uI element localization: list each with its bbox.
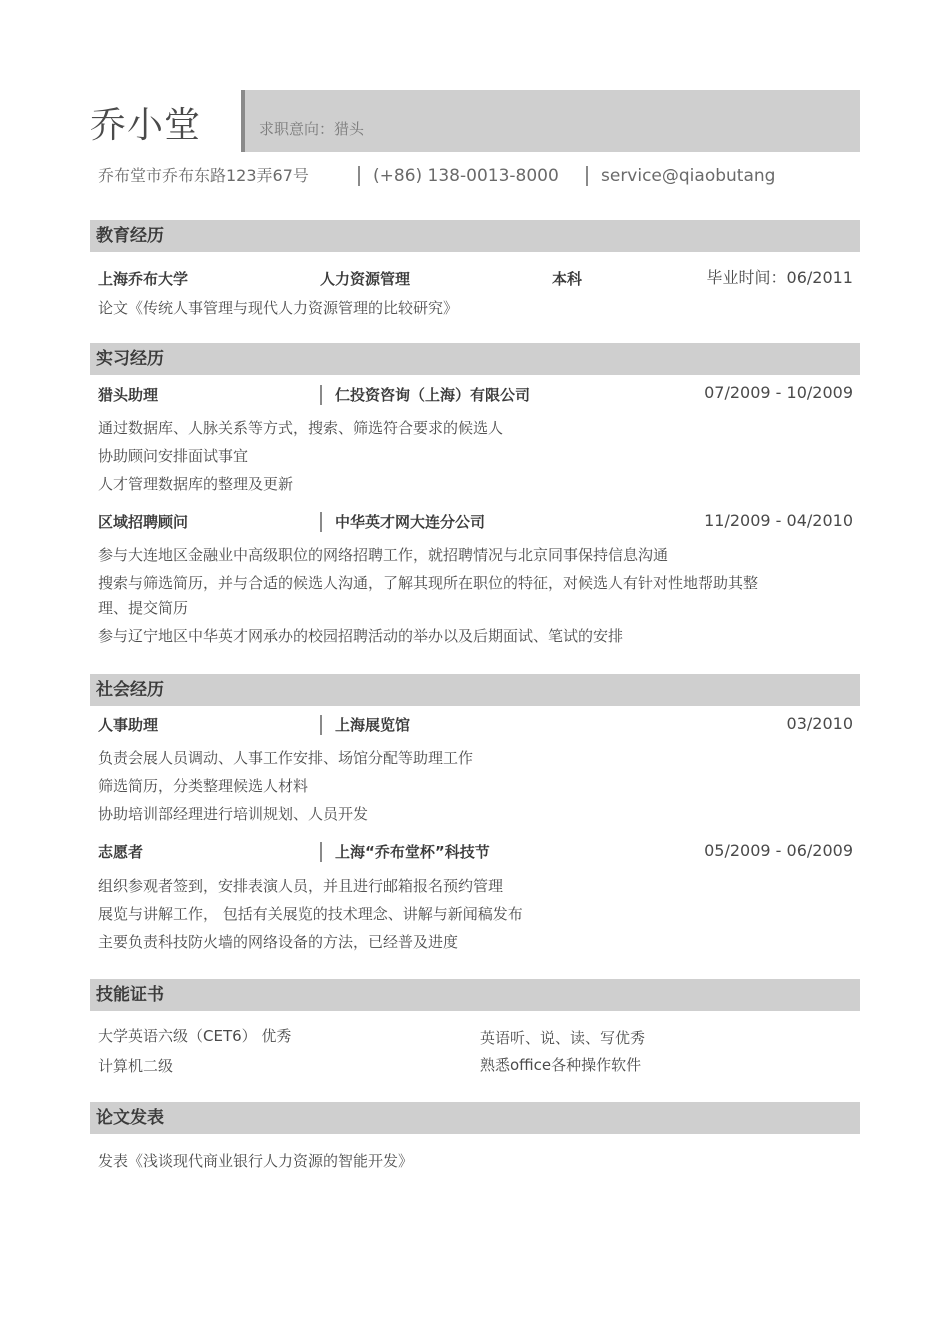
paper-item: 发表《浅谈现代商业银行人力资源的智能开发》: [98, 1152, 414, 1170]
org-text: 上海“乔布堂杯”科技节: [335, 843, 490, 861]
job-intent: 求职意向：猎头: [259, 120, 365, 138]
divider: [320, 385, 322, 405]
section-title: 技能证书: [96, 985, 164, 1005]
description-line: 通过数据库、人脉关系等方式，搜索、筛选符合要求的候选人: [98, 419, 504, 437]
candidate-name: 乔小堂: [90, 105, 202, 146]
internship-description: [98, 416, 850, 497]
description-line: 参与辽宁地区中华英才网承办的校园招聘活动的举办以及后期面试、笔试的安排: [98, 627, 624, 645]
thesis-line: 论文《传统人事管理与现代人力资源管理的比较研究》: [98, 299, 459, 317]
description-line: 展览与讲解工作， 包括有关展览的技术理念、讲解与新闻稿发布: [98, 905, 523, 923]
social-date: 05/2009 - 06/2009: [704, 841, 853, 860]
divider: [320, 715, 322, 735]
skills-left: [98, 1024, 458, 1079]
skill-item: 熟悉office各种操作软件: [480, 1056, 642, 1074]
education-school: 上海乔布大学: [98, 270, 189, 288]
email-text: service@qiaobutang: [601, 166, 776, 186]
phone-text: (+86) 138-0013-8000: [373, 166, 559, 186]
contact-phone: [358, 164, 559, 188]
social-org: [320, 841, 490, 863]
section-title: 论文发表: [96, 1108, 164, 1128]
internship-date: 11/2009 - 04/2010: [704, 511, 853, 530]
skills-right: [480, 1026, 850, 1078]
description-line: 负责会展人员调动、人事工作安排、场馆分配等助理工作: [98, 749, 474, 767]
section-internship: [90, 343, 860, 375]
description-line: 筛选简历，分类整理候选人材料: [98, 777, 309, 795]
social-role: 人事助理: [98, 716, 159, 734]
skill-item: 计算机二级: [98, 1057, 174, 1075]
internship-date: 07/2009 - 10/2009: [704, 383, 853, 402]
section-skills: [90, 979, 860, 1011]
social-description: [98, 746, 850, 827]
divider: [320, 842, 322, 862]
section-papers: [90, 1102, 860, 1134]
section-title: 教育经历: [96, 226, 164, 246]
job-intent-box: [241, 90, 860, 152]
education-graduation: 毕业时间：06/2011: [706, 268, 853, 287]
internship-org: [320, 384, 530, 406]
skill-item: 大学英语六级（CET6） 优秀: [98, 1027, 292, 1045]
section-social: [90, 674, 860, 706]
description-line: 主要负责科技防火墙的网络设备的方法，已经普及进度: [98, 933, 459, 951]
description-line: 协助顾问安排面试事宜: [98, 447, 249, 465]
papers-list: [98, 1149, 850, 1174]
contact-address: 乔布堂市乔布东路123弄67号: [98, 166, 309, 185]
org-text: 上海展览馆: [335, 716, 411, 734]
skill-item: 英语听、说、读、写优秀: [480, 1029, 646, 1047]
description-line: 搜索与筛选简历，并与合适的候选人沟通，了解其现所在职位的特征，对候选人有针对性地帮助其整: [98, 574, 759, 592]
social-role: 志愿者: [98, 843, 144, 861]
education-major: 人力资源管理: [320, 270, 411, 288]
contact-email: [586, 164, 775, 188]
social-date: 03/2010: [786, 714, 853, 733]
description-line: 协助培训部经理进行培训规划、人员开发: [98, 805, 369, 823]
divider: [358, 166, 360, 186]
social-org: [320, 714, 410, 736]
org-text: 仁投资咨询（上海）有限公司: [335, 386, 531, 404]
org-text: 中华英才网大连分公司: [335, 513, 486, 531]
internship-role: 猎头助理: [98, 386, 159, 404]
internship-role: 区域招聘顾问: [98, 513, 189, 531]
section-education: [90, 220, 860, 252]
divider: [320, 512, 322, 532]
description-line: 理、提交简历: [98, 599, 189, 617]
internship-org: [320, 511, 485, 533]
social-description: [98, 874, 850, 955]
internship-description: [98, 543, 850, 649]
description-line: 组织参观者签到，安排表演人员，并且进行邮箱报名预约管理: [98, 877, 504, 895]
divider: [586, 166, 588, 186]
description-line: 参与大连地区金融业中高级职位的网络招聘工作，就招聘情况与北京同事保持信息沟通: [98, 546, 669, 564]
section-title: 实习经历: [96, 349, 164, 369]
description-line: 人才管理数据库的整理及更新: [98, 475, 294, 493]
education-degree: 本科: [552, 270, 583, 288]
education-thesis: [98, 296, 850, 321]
section-title: 社会经历: [96, 680, 164, 700]
